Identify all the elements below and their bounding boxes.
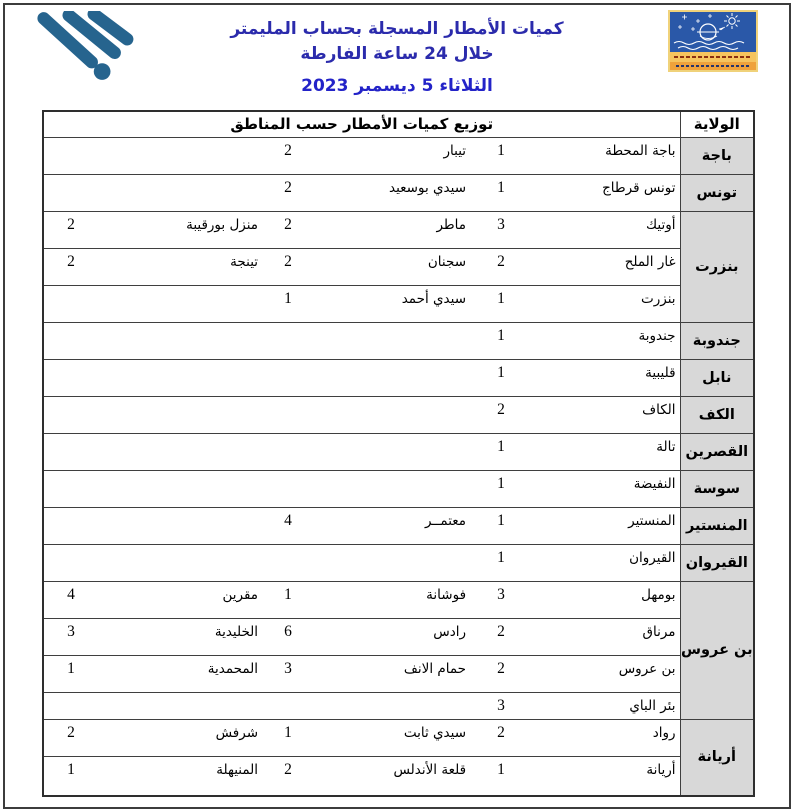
table-row xyxy=(43,507,754,544)
report-header xyxy=(5,5,789,110)
station-cell: أوتيك xyxy=(522,211,680,248)
station-cell: تالة xyxy=(522,433,680,470)
station-cell xyxy=(310,433,480,470)
rain-value-cell xyxy=(43,396,98,433)
rain-value-cell: 6 xyxy=(266,618,310,655)
governorate-cell: القيروان xyxy=(680,544,754,581)
station-cell xyxy=(98,396,266,433)
rain-value-cell xyxy=(266,359,310,396)
rain-value-cell: 3 xyxy=(43,618,98,655)
station-cell: حمام الانف xyxy=(310,655,480,692)
table-row xyxy=(43,211,754,248)
rain-value-cell: 2 xyxy=(480,248,522,285)
station-cell xyxy=(98,174,266,211)
rain-value-cell: 2 xyxy=(480,655,522,692)
rain-value-cell: 1 xyxy=(266,581,310,618)
rain-value-cell: 2 xyxy=(43,248,98,285)
rain-value-cell: 2 xyxy=(480,396,522,433)
governorate-cell: القصرين xyxy=(680,433,754,470)
station-cell: تيبار xyxy=(310,137,480,174)
rain-value-cell xyxy=(266,470,310,507)
table-row xyxy=(43,396,754,433)
station-cell xyxy=(310,470,480,507)
rain-value-cell: 1 xyxy=(480,285,522,322)
sun-stars-waves-icon xyxy=(670,12,756,52)
rainfall-table xyxy=(42,110,755,797)
table-row xyxy=(43,285,754,322)
table-row xyxy=(43,359,754,396)
station-cell: قليبية xyxy=(522,359,680,396)
rain-value-cell: 1 xyxy=(480,507,522,544)
station-cell: الكاف xyxy=(522,396,680,433)
station-cell xyxy=(98,137,266,174)
rain-value-cell: 1 xyxy=(480,137,522,174)
rain-value-cell: 1 xyxy=(43,655,98,692)
station-cell: ماطر xyxy=(310,211,480,248)
rain-value-cell: 1 xyxy=(480,544,522,581)
page-frame xyxy=(3,3,791,809)
rain-value-cell: 3 xyxy=(266,655,310,692)
table-row xyxy=(43,248,754,285)
station-cell: فوشانة xyxy=(310,581,480,618)
rain-value-cell xyxy=(43,544,98,581)
table-row xyxy=(43,174,754,211)
station-cell: منزل بورقيبة xyxy=(98,211,266,248)
station-cell xyxy=(98,433,266,470)
rain-value-cell: 3 xyxy=(480,211,522,248)
rain-value-cell xyxy=(43,322,98,359)
station-cell: رادس xyxy=(310,618,480,655)
rain-value-cell: 3 xyxy=(480,692,522,719)
rain-value-cell: 1 xyxy=(480,470,522,507)
station-cell: بومهل xyxy=(522,581,680,618)
station-cell: قلعة الأندلس xyxy=(310,756,480,796)
table-row xyxy=(43,618,754,655)
station-cell: تونس قرطاج xyxy=(522,174,680,211)
rain-value-cell: 2 xyxy=(480,719,522,756)
station-cell: رواد xyxy=(522,719,680,756)
rain-value-cell: 2 xyxy=(266,211,310,248)
rain-value-cell: 1 xyxy=(480,359,522,396)
rain-value-cell: 1 xyxy=(43,756,98,796)
meteorology-institute-logo xyxy=(668,10,758,72)
governorate-cell: أريانة xyxy=(680,719,754,796)
table-row xyxy=(43,692,754,719)
rain-value-cell xyxy=(43,692,98,719)
station-cell xyxy=(98,544,266,581)
station-cell: شرفش xyxy=(98,719,266,756)
rain-value-cell: 2 xyxy=(266,174,310,211)
station-cell: سيدي أحمد xyxy=(310,285,480,322)
governorate-cell: جندوبة xyxy=(680,322,754,359)
rain-value-cell: 4 xyxy=(266,507,310,544)
station-cell xyxy=(98,285,266,322)
table-row xyxy=(43,322,754,359)
rain-value-cell: 2 xyxy=(43,211,98,248)
table-row xyxy=(43,719,754,756)
rain-value-cell xyxy=(266,433,310,470)
station-cell xyxy=(98,322,266,359)
rain-value-cell xyxy=(43,174,98,211)
rain-value-cell xyxy=(43,507,98,544)
institute-arabic-band xyxy=(670,52,756,62)
rain-value-cell: 2 xyxy=(266,248,310,285)
rain-value-cell: 1 xyxy=(480,322,522,359)
station-cell xyxy=(310,692,480,719)
rain-value-cell: 2 xyxy=(480,618,522,655)
station-cell: مقرين xyxy=(98,581,266,618)
rain-value-cell xyxy=(43,285,98,322)
rain-value-cell xyxy=(43,433,98,470)
station-cell xyxy=(310,359,480,396)
station-cell: جندوبة xyxy=(522,322,680,359)
table-row xyxy=(43,655,754,692)
station-cell: معتمــر xyxy=(310,507,480,544)
report-title-line1: كميات الأمطار المسجلة بحساب المليمتر xyxy=(230,19,564,39)
table-header-row xyxy=(43,111,754,137)
rain-value-cell xyxy=(43,137,98,174)
rain-value-cell: 1 xyxy=(480,433,522,470)
rain-value-cell xyxy=(266,396,310,433)
governorate-cell: نابل xyxy=(680,359,754,396)
governorate-cell: المنستير xyxy=(680,507,754,544)
rain-value-cell: 1 xyxy=(266,285,310,322)
station-cell: بئر الباي xyxy=(522,692,680,719)
table-row xyxy=(43,756,754,796)
station-cell xyxy=(310,396,480,433)
station-cell xyxy=(98,470,266,507)
rain-value-cell xyxy=(266,692,310,719)
table-row xyxy=(43,581,754,618)
station-cell xyxy=(310,544,480,581)
table-row xyxy=(43,137,754,174)
governorate-column-header: الولاية xyxy=(680,111,754,137)
table-row xyxy=(43,470,754,507)
station-cell: سيدي ثابت xyxy=(310,719,480,756)
report-title-line2: خلال 24 ساعة الفارطة xyxy=(300,43,494,64)
station-cell: تينجة xyxy=(98,248,266,285)
station-cell: المنيهلة xyxy=(98,756,266,796)
governorate-cell: بنزرت xyxy=(680,211,754,322)
station-cell: غار الملح xyxy=(522,248,680,285)
rain-value-cell: 2 xyxy=(266,756,310,796)
station-cell: الخليدية xyxy=(98,618,266,655)
station-cell: باجة المحطة xyxy=(522,137,680,174)
rain-value-cell: 3 xyxy=(480,581,522,618)
table-row xyxy=(43,433,754,470)
rain-value-cell xyxy=(266,544,310,581)
station-cell xyxy=(98,359,266,396)
rain-value-cell: 2 xyxy=(43,719,98,756)
rain-value-cell: 1 xyxy=(480,174,522,211)
station-cell: مرناق xyxy=(522,618,680,655)
station-cell: بن عروس xyxy=(522,655,680,692)
station-cell: سجنان xyxy=(310,248,480,285)
rain-value-cell: 4 xyxy=(43,581,98,618)
rain-value-cell xyxy=(43,470,98,507)
table-row xyxy=(43,544,754,581)
station-cell xyxy=(98,692,266,719)
governorate-cell: الكف xyxy=(680,396,754,433)
station-cell: أريانة xyxy=(522,756,680,796)
station-cell: سيدي بوسعيد xyxy=(310,174,480,211)
station-cell xyxy=(98,507,266,544)
station-cell xyxy=(310,322,480,359)
station-cell: المحمدية xyxy=(98,655,266,692)
station-cell: بنزرت xyxy=(522,285,680,322)
rain-value-cell: 1 xyxy=(480,756,522,796)
rain-value-cell: 1 xyxy=(266,719,310,756)
report-date: الثلاثاء 5 ديسمبر 2023 xyxy=(301,76,493,97)
distribution-header: توزيع كميات الأمطار حسب المناطق xyxy=(43,111,680,137)
governorate-cell: تونس xyxy=(680,174,754,211)
institute-french-band xyxy=(670,62,756,70)
rain-value-cell xyxy=(266,322,310,359)
station-cell: القيروان xyxy=(522,544,680,581)
rain-value-cell xyxy=(43,359,98,396)
rain-value-cell: 2 xyxy=(266,137,310,174)
station-cell: النفيضة xyxy=(522,470,680,507)
governorate-cell: سوسة xyxy=(680,470,754,507)
governorate-cell: بن عروس xyxy=(680,581,754,719)
station-cell: المنستير xyxy=(522,507,680,544)
governorate-cell: باجة xyxy=(680,137,754,174)
